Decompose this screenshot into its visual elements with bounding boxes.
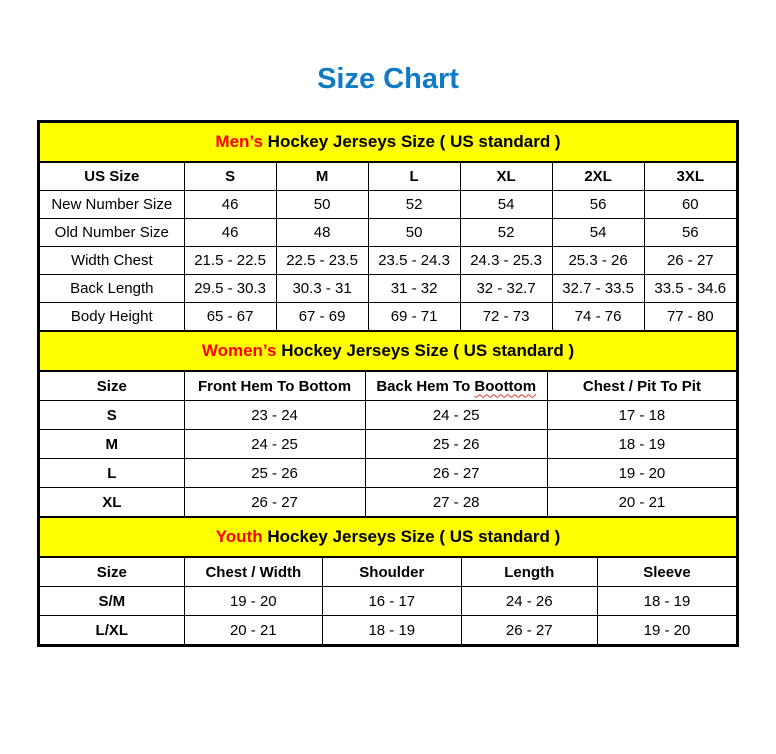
value-cell: 17 - 18 (547, 401, 736, 430)
table-row (40, 247, 736, 275)
value-cell: 23.5 - 24.3 (368, 247, 460, 275)
column-header: US Size (40, 163, 184, 191)
row-label-cell: M (40, 430, 184, 459)
value-cell: 30.3 - 31 (276, 275, 368, 303)
column-header: Sleeve (597, 558, 736, 587)
value-cell: 27 - 28 (365, 488, 547, 517)
row-label-cell: XL (40, 488, 184, 517)
column-header: Front Hem To Bottom (184, 372, 365, 401)
youth-section-accent: Youth (215, 527, 263, 546)
column-header: M (276, 163, 368, 191)
row-label-cell: L (40, 459, 184, 488)
table-row (40, 191, 736, 219)
mens-size-table (40, 163, 736, 330)
value-cell: 50 (276, 191, 368, 219)
mens-section-title: Hockey Jerseys Size ( US standard ) (262, 132, 561, 151)
value-cell: 24.3 - 25.3 (460, 247, 552, 275)
row-label-cell: Width Chest (40, 247, 184, 275)
column-header: 3XL (644, 163, 736, 191)
youth-size-table (40, 558, 736, 644)
table-row (40, 219, 736, 247)
value-cell: 24 - 25 (184, 430, 365, 459)
value-cell: 54 (460, 191, 552, 219)
value-cell: 32 - 32.7 (460, 275, 552, 303)
misspelled-word: Boottom (474, 377, 537, 395)
mens-section-accent: Men’s (215, 132, 263, 151)
value-cell: 77 - 80 (644, 303, 736, 331)
value-cell: 16 - 17 (323, 587, 462, 616)
column-header: Size (40, 558, 184, 587)
value-cell: 26 - 27 (365, 459, 547, 488)
mens-header-row (40, 163, 736, 191)
womens-section-header (40, 330, 736, 372)
column-header-text: Back Hem To (376, 377, 475, 395)
value-cell: 74 - 76 (552, 303, 644, 331)
value-cell: 56 (644, 219, 736, 247)
value-cell: 46 (184, 191, 276, 219)
youth-section-title: Hockey Jerseys Size ( US standard ) (262, 527, 561, 546)
table-row (40, 459, 736, 488)
page-title: Size Chart (317, 63, 459, 95)
column-header: L (368, 163, 460, 191)
row-label-cell: New Number Size (40, 191, 184, 219)
value-cell: 21.5 - 22.5 (184, 247, 276, 275)
size-chart-table (37, 120, 739, 647)
table-row (40, 303, 736, 331)
value-cell: 31 - 32 (368, 275, 460, 303)
row-label-cell: L/XL (40, 616, 184, 645)
value-cell: 24 - 25 (365, 401, 547, 430)
value-cell: 18 - 19 (547, 430, 736, 459)
value-cell: 19 - 20 (547, 459, 736, 488)
value-cell: 25 - 26 (184, 459, 365, 488)
value-cell: 33.5 - 34.6 (644, 275, 736, 303)
value-cell: 48 (276, 219, 368, 247)
value-cell: 69 - 71 (368, 303, 460, 331)
column-header: Size (40, 372, 184, 401)
row-label-cell: Back Length (40, 275, 184, 303)
table-row (40, 587, 736, 616)
value-cell: 52 (460, 219, 552, 247)
value-cell: 24 - 26 (461, 587, 597, 616)
womens-size-table (40, 372, 736, 516)
column-header: Length (461, 558, 597, 587)
womens-section-accent: Women’s (201, 341, 277, 360)
womens-section-title: Hockey Jerseys Size ( US standard ) (276, 341, 575, 360)
mens-section-header (40, 123, 736, 163)
row-label-cell: Old Number Size (40, 219, 184, 247)
womens-header-row (40, 372, 736, 401)
table-row (40, 275, 736, 303)
value-cell: 26 - 27 (644, 247, 736, 275)
value-cell: 25.3 - 26 (552, 247, 644, 275)
value-cell: 23 - 24 (184, 401, 365, 430)
value-cell: 25 - 26 (365, 430, 547, 459)
value-cell: 54 (552, 219, 644, 247)
value-cell: 65 - 67 (184, 303, 276, 331)
table-row (40, 401, 736, 430)
table-row (40, 488, 736, 517)
column-header: S (184, 163, 276, 191)
table-row (40, 430, 736, 459)
youth-section-header (40, 516, 736, 558)
value-cell: 29.5 - 30.3 (184, 275, 276, 303)
value-cell: 46 (184, 219, 276, 247)
value-cell: 26 - 27 (461, 616, 597, 645)
value-cell: 32.7 - 33.5 (552, 275, 644, 303)
value-cell: 60 (644, 191, 736, 219)
table-row (40, 616, 736, 645)
value-cell: 72 - 73 (460, 303, 552, 331)
value-cell: 18 - 19 (323, 616, 462, 645)
column-header: Shoulder (323, 558, 462, 587)
value-cell: 22.5 - 23.5 (276, 247, 368, 275)
column-header: Chest / Pit To Pit (547, 372, 736, 401)
column-header: Chest / Width (184, 558, 323, 587)
value-cell: 56 (552, 191, 644, 219)
value-cell: 52 (368, 191, 460, 219)
column-header: 2XL (552, 163, 644, 191)
value-cell: 18 - 19 (597, 587, 736, 616)
row-label-cell: S (40, 401, 184, 430)
value-cell: 50 (368, 219, 460, 247)
column-header (365, 372, 547, 401)
column-header: XL (460, 163, 552, 191)
value-cell: 67 - 69 (276, 303, 368, 331)
value-cell: 20 - 21 (184, 616, 323, 645)
row-label-cell: Body Height (40, 303, 184, 331)
value-cell: 20 - 21 (547, 488, 736, 517)
value-cell: 19 - 20 (597, 616, 736, 645)
youth-header-row (40, 558, 736, 587)
value-cell: 19 - 20 (184, 587, 323, 616)
value-cell: 26 - 27 (184, 488, 365, 517)
row-label-cell: S/M (40, 587, 184, 616)
